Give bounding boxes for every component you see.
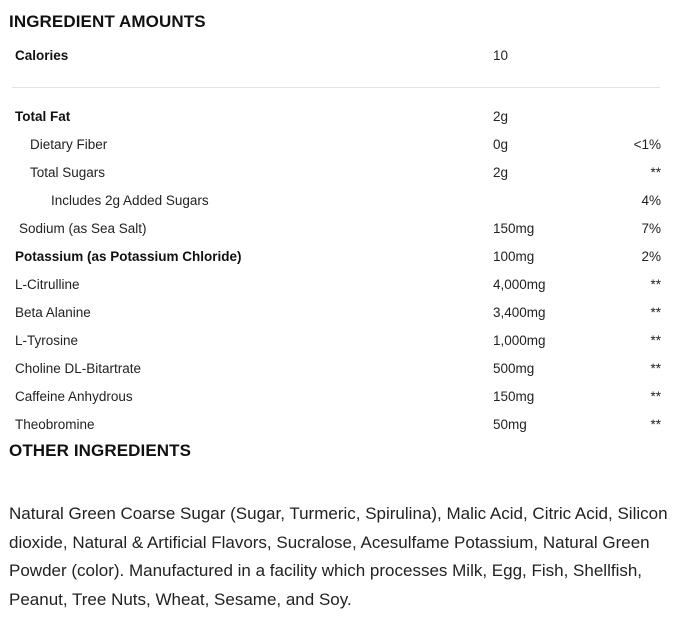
nutrient-name: Total Sugars (30, 165, 106, 180)
nutrient-row-dietary-fiber (0, 135, 690, 155)
nutrient-amount: 4,000mg (493, 277, 546, 292)
nutrient-amount: 500mg (493, 361, 535, 376)
nutrient-amount: 2g (493, 165, 509, 180)
nutrient-name: Dietary Fiber (30, 137, 108, 152)
nutrient-name: Potassium (as Potassium Chloride) (15, 249, 242, 264)
nutrient-amount: 3,400mg (493, 305, 546, 320)
nutrient-name: L-Citrulline (15, 277, 80, 292)
nutrient-name: L-Tyrosine (15, 333, 79, 348)
nutrient-amount: 100mg (493, 249, 535, 264)
nutrient-daily-value: 2% (641, 249, 661, 264)
nutrient-amount: 10 (493, 48, 509, 63)
nutrient-daily-value: ** (650, 333, 661, 348)
nutrient-row-theobromine (0, 415, 690, 435)
nutrient-row-l-tyrosine (0, 331, 690, 351)
nutrient-name: Includes 2g Added Sugars (51, 193, 209, 208)
nutrient-amount: 50mg (493, 417, 527, 432)
nutrient-name: Total Fat (15, 109, 71, 124)
nutrient-name: Beta Alanine (15, 305, 91, 320)
nutrient-amount: 150mg (493, 221, 535, 236)
nutrient-name: Caffeine Anhydrous (15, 389, 133, 404)
nutrient-name: Theobromine (15, 417, 95, 432)
nutrient-name: Calories (15, 48, 69, 63)
nutrient-daily-value: ** (650, 389, 661, 404)
other-ingredients-heading: OTHER INGREDIENTS (9, 441, 192, 460)
nutrient-row-l-citrulline (0, 275, 690, 295)
nutrient-daily-value: <1% (633, 137, 661, 152)
nutrient-row-potassium (0, 247, 690, 267)
section-divider (12, 87, 660, 88)
nutrient-row-total-sugars (0, 163, 690, 183)
nutrient-daily-value: ** (650, 361, 661, 376)
nutrient-name: Sodium (as Sea Salt) (19, 221, 147, 236)
nutrient-amount: 150mg (493, 389, 535, 404)
nutrient-daily-value: 4% (641, 193, 661, 208)
nutrient-row-caffeine (0, 387, 690, 407)
nutrient-name: Choline DL-Bitartrate (15, 361, 142, 376)
nutrient-row-added-sugars (0, 191, 690, 211)
nutrient-amount: 0g (493, 137, 509, 152)
other-ingredients-text: Natural Green Coarse Sugar (Sugar, Turmeric, Spirulina), Malic Acid, Citric Acid, Silicon dioxide, Natural & Artificial Flavors, Sucralose, Acesulfame Potassium, Natural Green Powder (color). Manufactured in a facility which processes Milk, Egg, Fish, Shellfish, Peanut, Tree Nuts, Wheat, Sesame, and Soy. (9, 504, 668, 609)
ingredient-amounts-heading: INGREDIENT AMOUNTS (9, 12, 206, 31)
nutrient-daily-value: ** (650, 277, 661, 292)
nutrient-row-calories (0, 46, 690, 66)
nutrient-daily-value: ** (650, 417, 661, 432)
nutrient-daily-value: 7% (641, 221, 661, 236)
nutrient-row-total-fat (0, 107, 690, 127)
nutrient-daily-value: ** (650, 305, 661, 320)
nutrient-daily-value: ** (650, 165, 661, 180)
nutrient-row-choline (0, 359, 690, 379)
nutrient-row-sodium (0, 219, 690, 239)
nutrient-amount: 2g (493, 109, 509, 124)
nutrient-row-beta-alanine (0, 303, 690, 323)
nutrient-amount: 1,000mg (493, 333, 546, 348)
